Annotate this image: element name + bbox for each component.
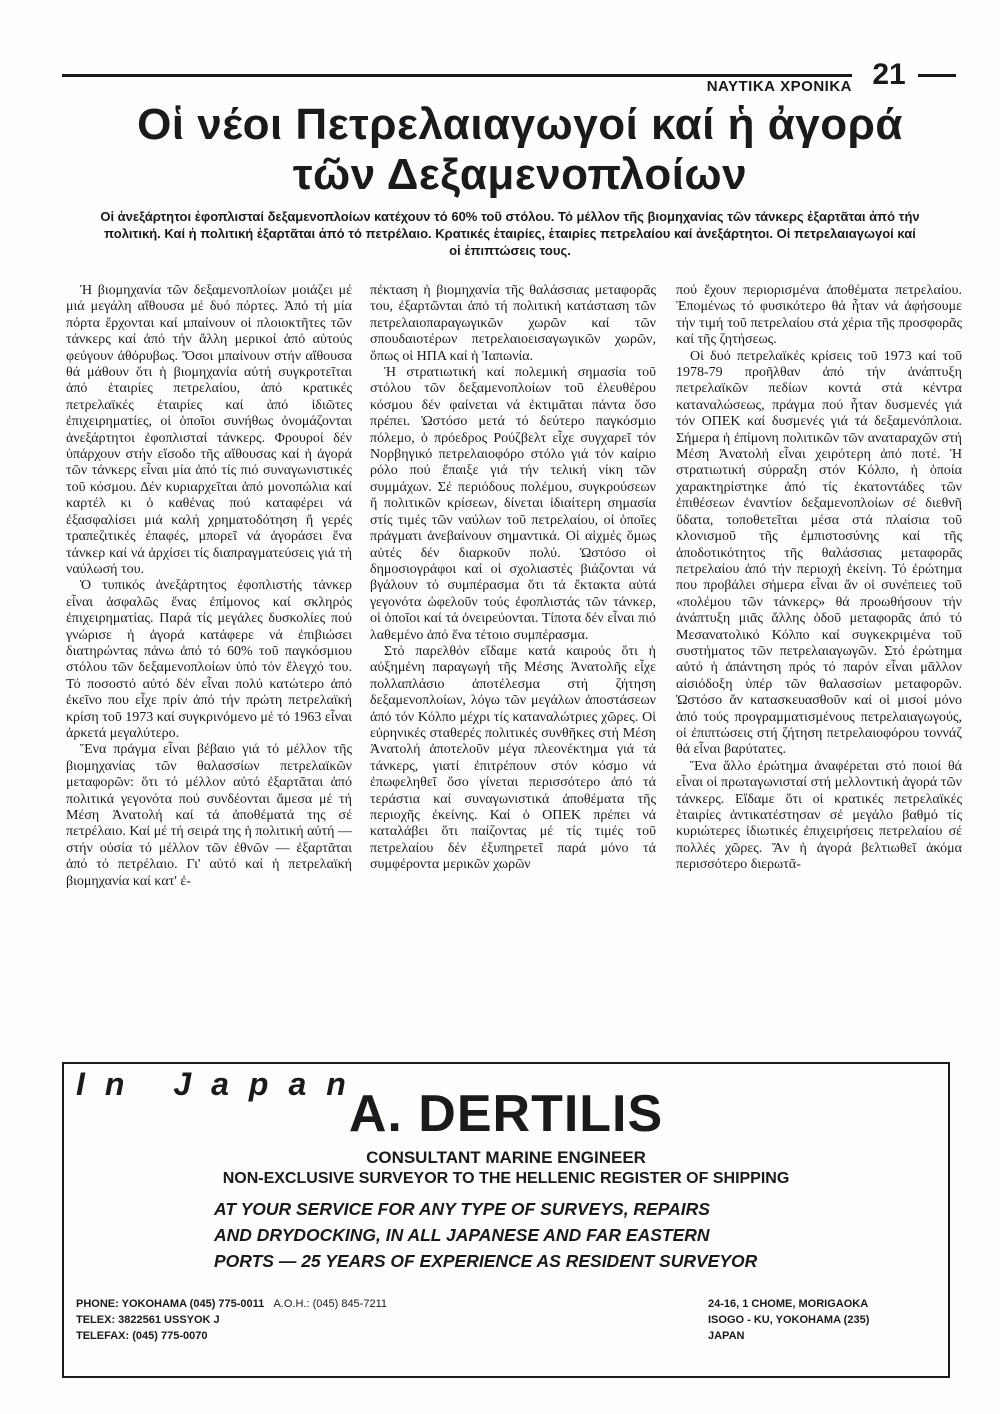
paragraph: Στό παρελθόν εἴδαμε κατά καιρούς ὅτι ἡ αὐξημένη παραγωγή τῆς Μέσης Ἀνατολῆς εἶχε πολλαπλάσιο ἀποτέλεσμα στή ζήτηση δεξαμενοπλοίων, λόγω τῶν μεγάλων ἀποστάσεων ἀπό τόν Κόλπο μέχρι τίς καταναλώτριες χῶρες. Οἱ εὐρηνικές σταθερές πολιτικές συνθῆκες στή Μέση Ἀνατολή ἀποτελοῦν μέγα πλεονέκτημα γιά τά τάνκερς, γιατί ἐπιτρέπουν στόν κόσμο νά ἐπωφεληθεῖ ὅσο γίνεται περισσότερο ἀπό τά τεράστια καί συναγωνιστικά ἀποθέματα τῆς περιοχῆς ἐκείνης. Καί ὁ ΟΠΕΚ πρέπει νά καταλάβει ὅτι παίζοντας μέ τίς τιμές τοῦ πετρελαίου δέν ἐξυπηρετεῖ παρά μόνο τά συμφέροντα μερικῶν χωρῶν [370, 643, 656, 873]
ad-service-line: AND DRYDOCKING, IN ALL JAPANESE AND FAR EASTERN [214, 1225, 710, 1245]
ad-aoh: A.O.H.: (045) 845-7211 [273, 1298, 387, 1310]
article-headline [120, 100, 920, 200]
ad-telex: TELEX: 3822561 USSYOK J [76, 1314, 220, 1326]
paragraph: πού ἔχουν περιορισμένα ἀποθέματα πετρελαίου. Ἐπομένως τό φυσικότερο θά ἦταν νά ἀφήσουμε τήν τιμή τοῦ πετρελαίου στά χέρια τῆς προσφορᾶς καί τῆς ζητήσεως. [676, 283, 962, 348]
masthead: ΝΑΥΤΙΚΑ ΧΡΟΝΙΚΑ [706, 78, 852, 95]
paragraph: Ἡ βιομηχανία τῶν δεξαμενοπλοίων μοιάζει μέ μιά μεγάλη αἴθουσα μέ δυό πόρτες. Ἀπό τή μία πόρτα ἔρχονται καί μπαίνουν οἱ πλοιοκτῆτες τῶν τάνκερς καί ἀπό τήν ἄλλη μερικοί ἀπό αὐτούς φεύγουν ἀθόρυβως. Ὅσοι μπαίνουν στήν αἴθουσα θά μάθουν ὅτι ἡ βιομηχανία αὐτή συγκροτεῖται ἀπό ἑταιρίες πετρελαίου, ἀπό κρατικές πετρελαϊκές ἑταιρίες καί ἀπό ἰδιῶτες ἐπιχειρηματίες, οἱ ὁποῖοι συνήθως ὀνομάζονται ἀνεξάρτητοι ἐφοπλισταί τάνκερς. Φρουροί δέν ὑπάρχουν στήν εἴσοδο τῆς αἴθουσας καί ἡ ἀγορά τῶν τάνκερς εἶναι μία ἀπό τίς πιό συναγωνιστικές τοῦ κόσμου. Δέν κυριαρχεῖται ἀπό μονοπώλια καί καρτέλ κι ὁ καθένας πού καταφέρει νά ἐξασφαλίσει μιά καλή χρηματοδότηση ἤ γερές τραπεζιτικές ἐπαφές, μπορεῖ νά ἀγοράσει ἕνα τάνκερ καί νά ἀρχίσει τίς διαπραγματεύσεις γιά τή ναύλωσή του. [66, 283, 352, 577]
ad-address-line: ISOGO - KU, YOKOHAMA (235) [708, 1314, 870, 1326]
ad-service-text [84, 1196, 928, 1274]
paragraph: Οἱ δυό πετρελαϊκές κρίσεις τοῦ 1973 καί τοῦ 1978-79 προῆλθαν ἀπό τήν ἀνάπτυξη πετρελαϊκῶν πεδίων κοντά στά κέντρα καταναλώσεως, πράγμα πού ἦταν δυσμενές γιά τόν ΟΠΕΚ καί δυσμενές γιά τά δεξαμενόπλοια. Σήμερα ἡ ἐπίμονη πολιτικῶν τῶν αναταραχῶν στή Μέση Ἀνατολή εἶναι χειρότερη ἀπό ποτέ. Ἡ στρατιωτική σύρραξη στόν Κόλπο, ἡ ὁποία χαρακτηρίστηκε ἀπό τίς ἑκατοντάδες τῶν ἐπιθέσεων ἐναντίον δεξαμενοπλοίων σέ διεθνῆ ὕδατα, τοποθετεῖται μέσα στά πλαίσια τοῦ κλονισμοῦ τῆς ἐμπιστοσύνης καί τῆς ἀποδοτικότητος τῆς θαλάσσιας μεταφορᾶς πετρελαίου ἀπό τήν περιοχή ἐκείνη. Τό ἐρώτημα που προβάλει σήμερα εἶναι ἄν οἱ συνέπειες τοῦ «πολέμου τῶν τάνκερς» θά προωθήσουν τήν ἀνάπτυξη μιᾶς ἄλλης ὁδοῦ μεταφορᾶς ἀπό τό Μεσανατολικό Κόλπο καί συγκεκριμένα τοῦ συστήματος τῶν πετρελαιαγωγῶν. Στό ἐρώτημα αὐτό ἡ ἀπάντηση πρός τό παρόν εἶναι μᾶλλον αἰσιόδοξη ὑπέρ τῶν θαλασσίων μεταφορῶν. Ὡστόσο ἄν κατασκευασθοῦν καί οἱ μισοί μόνο ἀπό τούς προγραμματισμένους πετρελαιαγωγούς, οἱ ἐπιπτώσεις στή ζήτηση πετρελαιοφόρου τοννάζ θά εἶναι βαρύτατες. [676, 348, 962, 758]
ad-service-line: AT YOUR SERVICE FOR ANY TYPE OF SURVEYS, REPAIRS [214, 1199, 710, 1219]
ad-contact-block [76, 1296, 387, 1344]
header-rule [62, 74, 852, 77]
header-rule-end [918, 74, 956, 77]
text-column-1 [66, 283, 352, 1053]
ad-phone: PHONE: YOKOHAMA (045) 775-0011 [76, 1298, 265, 1310]
ad-address-line: 24-16, 1 CHOME, MORIGAOKA [708, 1298, 869, 1310]
advertisement-box [62, 1062, 950, 1378]
ad-service-line: PORTS — 25 YEARS OF EXPERIENCE AS RESIDENT SURVEYOR [214, 1251, 758, 1271]
paragraph: Ἕνα ἄλλο ἐρώτημα ἀναφέρεται στό ποιοί θά εἶναι οἱ πρωταγωνισταί στή μελλοντική ἀγορά τῶν τάνκερς. Εἴδαμε ὅτι οἱ κρατικές πετρελαϊκές ἑταιρίες ἀντικατέστησαν σέ μεγάλο βαθμό τίς κυριώτερες ἰδιωτικές ἐπιχειρήσεις πετρελαίου σέ πολλές χῶρες. Ἄν ἡ ἀγορά βελτιωθεῖ ἀκόμα περισσότερο διερωτᾶ- [676, 758, 962, 873]
page-number: 21 [872, 58, 906, 91]
ad-phone-row [76, 1296, 387, 1312]
article-subheading: Οἱ ἀνεξάρτητοι ἐφοπλισταί δεξαμενοπλοίων κατέχουν τό 60% τοῦ στόλου. Τό μέλλον τῆς βιομηχανίας τῶν τάνκερς ἐξαρτᾶται ἀπό τήν πολιτική. Καί ἡ πολιτική ἐξαρτᾶται ἀπό τό πετρέλαιο. Κρατικές ἑταιρίες, ἑταιρίες πετρελαίου καί ἀνεξάρτητοι. Οἱ πετρελαιαγωγοί καί οἱ ἐπιπτώσεις τους. [100, 209, 920, 258]
text-column-3 [676, 283, 962, 1053]
paragraph: Ἡ στρατιωτική καί πολεμική σημασία τοῦ στόλου τῶν δεξαμενοπλοίων τοῦ ἐλευθέρου κόσμου δέν φαίνεται νά ἐκτιμᾶται πάντα ὅσο πρέπει. Ὡστόσο μετά τό δεύτερο παγκόσμιο πόλεμο, ὁ πρόεδρος Ρούζβελτ εἶχε συγχαρεῖ τόν Νορβηγικό πετρελαιοφόρο στόλο γιά τόν καίριο ρόλο πού ἔπαιξε γιά τήν τελική νίκη τῶν συμμάχων. Σέ περιόδους πολέμου, συγκρούσεων ἤ πολιτικῶν κρίσεων, δίνεται ἰδιαίτερη σημασία στίς τιμές τῶν ναύλων τοῦ πετρελαίου, οἱ ὁποῖες πράγματι ἀνεβαίνουν σημαντικά. Οἱ αἰχμές ὅμως αὐτές δέν διαρκοῦν πολύ. Ὡστόσο οἱ δημοσιογράφοι καί οἱ σχολιαστές βιάζονται νά βγάλουν τό συμπέρασμα ὅτι τά ἔκτακτα αὐτά γεγονότα ὠφελοῦν τούς ἐφοπλιστάς τῶν τάνκερ, οἱ ὁποῖοι καί τά ὀνειρεύονται. Τίποτα δέν εἶναι πιό λαθεμένο ἀπό ἕνα τέτοιο συμπέρασμα. [370, 365, 656, 643]
ad-location-tag: In Japan [76, 1066, 366, 1102]
text-column-2 [370, 283, 656, 1053]
ad-company-name: A. DERTILIS [348, 1085, 664, 1143]
paragraph: Ὁ τυπικός ἀνεξάρτητος ἐφοπλιστής τάνκερ εἶναι ἀσφαλῶς ἕνας ἐπίμονος καί σκληρός ἐπιχειρηματίας. Παρά τίς μεγάλες δυσκολίες πού γνώρισε ἡ ἀγορά κατάφερε νά ἐπιβιώσει διατηρώντας πάνω ἀπό τό 60% τοῦ παγκόσμιου στόλου τῶν δεξαμενοπλοίων ὑπό τόν ἔλεγχό του. Τό ποσοστό αὐτό δέν εἶναι πολύ κατώτερο ἀπό ἐκεῖνο που εἶχε πρίν ἀπό τήν πρώτη πετρελαϊκή κρίση τοῦ 1973 καί συγκρινόμενο μέ τό 1963 εἶναι ἀρκετά μεγαλύτερο. [66, 578, 352, 741]
paragraph: Ἕνα πράγμα εἶναι βέβαιο γιά τό μέλλον τῆς βιομηχανίας τῶν θαλασσίων πετρελαϊκῶν μεταφορῶν: ὅτι τό μέλλον αὐτό ἐξαρτᾶται ἀπό πολιτικά γεγονότα πού συνδέονται ἄμεσα μέ τή Μέση Ἀνατολή καί τά ἀποθέματά της σέ πετρέλαιο. Καί μέ τή σειρά της ἡ πολιτική αὐτή — στήν οὐσία τό μέλλον τῶν ἐθνῶν — ἐξαρτᾶται ἀπό τό πετρέλαιο. Γι' αὐτό καί ἡ πετρελαϊκή βιομηχανία καί κατ' ἐ- [66, 742, 352, 889]
headline-line-2: τῶν Δεξαμενοπλοίων [292, 150, 748, 199]
paragraph: πέκταση ἡ βιομηχανία τῆς θαλάσσιας μεταφορᾶς του, ἐξαρτῶνται ἀπό τή πολιτική κατάσταση τῶν πετρελαιοπαραγωγικῶν χωρῶν καί τῶν σπουδαιοτέρων πετρελαιοεισαγωγικῶν χωρῶν, ὅπως οἱ ΗΠΑ καί ἡ Ἰαπωνία. [370, 283, 656, 364]
headline-line-1: Οἱ νέοι Πετρελαιαγωγοί καί ἡ ἀγορά [137, 100, 903, 149]
ad-telefax: TELEFAX: (045) 775-0070 [76, 1330, 208, 1342]
ad-register-line: NON-EXCLUSIVE SURVEYOR TO THE HELLENIC REGISTER OF SHIPPING [222, 1170, 790, 1187]
ad-address-block [708, 1296, 869, 1344]
ad-address-line: JAPAN [708, 1330, 745, 1342]
ad-title: CONSULTANT MARINE ENGINEER [366, 1148, 646, 1167]
